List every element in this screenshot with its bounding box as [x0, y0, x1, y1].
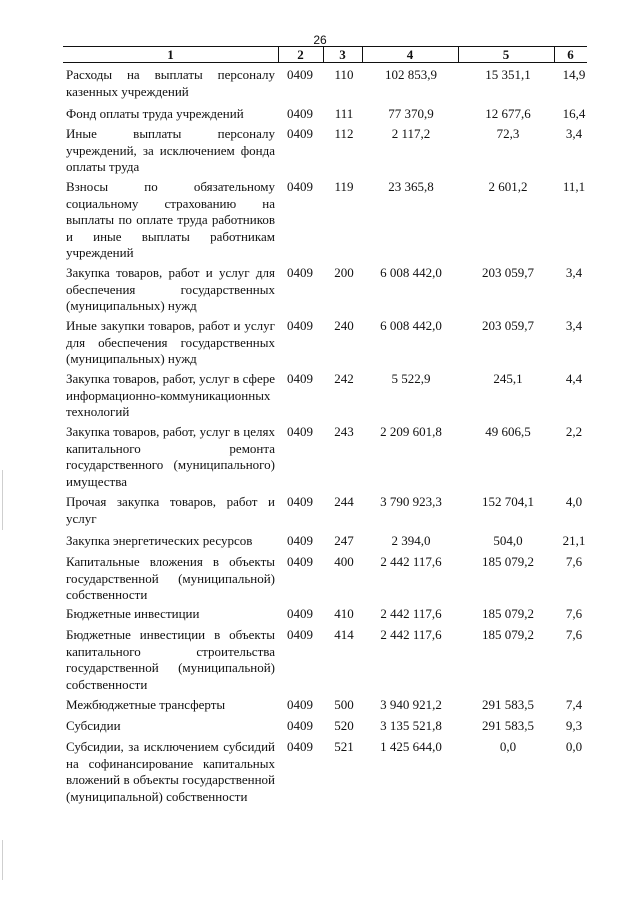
- expense-type-code: 112: [334, 126, 354, 141]
- executed-amount: 291 583,5: [482, 718, 534, 733]
- section-code: 0409: [287, 106, 313, 121]
- section-code: 0409: [287, 627, 313, 642]
- expense-type-code: 240: [334, 318, 354, 333]
- row-description: Бюджетные инвестиции в объекты капитального строительства государственной (муниципальной) собственности: [66, 627, 275, 692]
- executed-amount: 504,0: [493, 533, 523, 548]
- execution-percent: 4,4: [565, 371, 583, 386]
- section-code: 0409: [287, 494, 313, 509]
- expense-type-code: 500: [334, 697, 354, 712]
- expense-type-code: 521: [334, 739, 354, 754]
- row-description: Прочая закупка товаров, работ и услуг: [66, 494, 275, 526]
- planned-amount: 2 442 117,6: [380, 606, 442, 621]
- execution-percent: 3,4: [565, 265, 583, 280]
- planned-amount: 77 370,9: [388, 106, 434, 121]
- column-header-6: 6: [567, 47, 574, 62]
- execution-percent: 4,0: [565, 494, 583, 509]
- execution-percent: 0,0: [565, 739, 583, 754]
- execution-percent: 21,1: [562, 533, 586, 548]
- execution-percent: 2,2: [565, 424, 583, 439]
- row-description: Фонд оплаты труда учреждений: [66, 106, 244, 121]
- row-description: Закупка энергетических ресурсов: [66, 533, 253, 548]
- section-code: 0409: [287, 126, 313, 141]
- page-number: 26: [313, 33, 327, 47]
- expense-type-code: 110: [334, 67, 354, 82]
- execution-percent: 7,6: [565, 606, 583, 621]
- execution-percent: 7,6: [565, 627, 583, 642]
- left-margin-mark: [2, 840, 3, 880]
- column-header-5: 5: [502, 47, 510, 62]
- execution-percent: 11,1: [562, 179, 586, 194]
- row-description: Иные выплаты персоналу учреждений, за исключением фонда оплаты труда: [66, 126, 275, 174]
- expense-type-code: 243: [334, 424, 354, 439]
- executed-amount: 245,1: [493, 371, 523, 386]
- section-code: 0409: [287, 67, 313, 82]
- expense-type-code: 242: [334, 371, 354, 386]
- row-description: Бюджетные инвестиции: [66, 606, 200, 621]
- planned-amount: 2 442 117,6: [380, 554, 442, 569]
- section-code: 0409: [287, 318, 313, 333]
- executed-amount: 72,3: [496, 126, 520, 141]
- section-code: 0409: [287, 739, 313, 754]
- planned-amount: 3 135 521,8: [380, 718, 442, 733]
- expense-type-code: 414: [334, 627, 354, 642]
- expense-type-code: 410: [334, 606, 354, 621]
- executed-amount: 185 079,2: [482, 554, 534, 569]
- column-header-3: 3: [339, 47, 346, 62]
- row-description: Расходы на выплаты персоналу казенных учреждений: [66, 67, 275, 99]
- executed-amount: 185 079,2: [482, 606, 534, 621]
- executed-amount: 203 059,7: [482, 318, 534, 333]
- planned-amount: 6 008 442,0: [380, 318, 442, 333]
- planned-amount: 2 394,0: [391, 533, 431, 548]
- planned-amount: 102 853,9: [385, 67, 437, 82]
- section-code: 0409: [287, 606, 313, 621]
- execution-percent: 14,9: [562, 67, 586, 82]
- row-description: Субсидии: [66, 718, 121, 733]
- executed-amount: 0,0: [499, 739, 517, 754]
- section-code: 0409: [287, 697, 313, 712]
- execution-percent: 9,3: [565, 718, 583, 733]
- execution-percent: 16,4: [562, 106, 586, 121]
- planned-amount: 5 522,9: [391, 371, 431, 386]
- section-code: 0409: [287, 554, 313, 569]
- column-header-4: 4: [406, 47, 414, 62]
- executed-amount: 12 677,6: [485, 106, 531, 121]
- row-description: Межбюджетные трансферты: [66, 697, 226, 712]
- column-header-2: 2: [297, 47, 304, 62]
- executed-amount: 152 704,1: [482, 494, 534, 509]
- expense-type-code: 400: [334, 554, 354, 569]
- expense-type-code: 111: [334, 106, 354, 121]
- expense-type-code: 200: [334, 265, 354, 280]
- row-description: Иные закупки товаров, работ и услуг для обеспечения государственных (муниципальных) нужд: [66, 318, 275, 366]
- executed-amount: 185 079,2: [482, 627, 534, 642]
- execution-percent: 7,6: [565, 554, 583, 569]
- section-code: 0409: [287, 718, 313, 733]
- section-code: 0409: [287, 424, 313, 439]
- execution-percent: 3,4: [565, 318, 583, 333]
- planned-amount: 3 790 923,3: [380, 494, 442, 509]
- planned-amount: 1 425 644,0: [380, 739, 442, 754]
- execution-percent: 7,4: [565, 697, 583, 712]
- row-description: Капитальные вложения в объекты государственной (муниципальной) собственности: [66, 554, 275, 602]
- table-header-rule: [63, 62, 587, 63]
- row-description: Закупка товаров, работ и услуг для обеспечения государственных (муниципальных) нужд: [66, 265, 275, 313]
- executed-amount: 203 059,7: [482, 265, 534, 280]
- section-code: 0409: [287, 371, 313, 386]
- row-description: Взносы по обязательному социальному страхованию на выплаты по оплате труда работников и иные выплаты работникам учреждений: [66, 179, 275, 260]
- planned-amount: 6 008 442,0: [380, 265, 442, 280]
- row-description: Закупка товаров, работ, услуг в сфере информационно-коммуникационных технологий: [66, 371, 275, 419]
- section-code: 0409: [287, 533, 313, 548]
- expense-type-code: 119: [334, 179, 354, 194]
- expense-type-code: 247: [334, 533, 354, 548]
- executed-amount: 15 351,1: [485, 67, 531, 82]
- executed-amount: 49 606,5: [485, 424, 531, 439]
- planned-amount: 2 442 117,6: [380, 627, 442, 642]
- section-code: 0409: [287, 265, 313, 280]
- section-code: 0409: [287, 179, 313, 194]
- planned-amount: 23 365,8: [388, 179, 434, 194]
- execution-percent: 3,4: [565, 126, 583, 141]
- executed-amount: 2 601,2: [488, 179, 528, 194]
- expense-type-code: 520: [334, 718, 354, 733]
- row-description: Субсидии, за исключением субсидий на софинансирование капитальных вложений в объекты государственной (муниципальной) собственности: [66, 739, 275, 804]
- expense-type-code: 244: [334, 494, 354, 509]
- planned-amount: 2 209 601,8: [380, 424, 442, 439]
- planned-amount: 3 940 921,2: [380, 697, 442, 712]
- column-header-1: 1: [167, 47, 174, 62]
- left-margin-mark: [2, 470, 3, 530]
- planned-amount: 2 117,2: [391, 126, 431, 141]
- row-description: Закупка товаров, работ, услуг в целях капитального ремонта государственного (муниципального) имущества: [66, 424, 275, 489]
- executed-amount: 291 583,5: [482, 697, 534, 712]
